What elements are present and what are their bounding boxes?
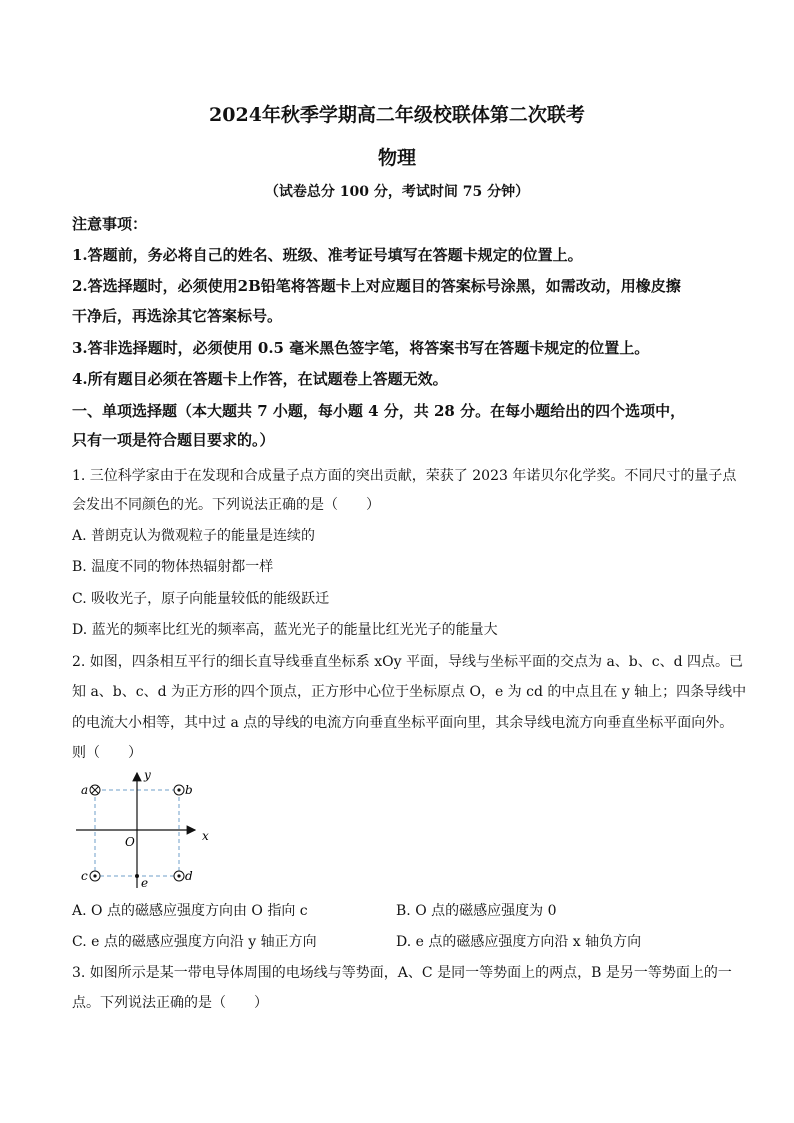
q2-option-b: B. O 点的磁感应强度为 0 xyxy=(396,903,557,919)
note-4: 4.所有题目必须在答题卡上作答，在试题卷上答题无效。 xyxy=(72,370,448,388)
q1-option-c: C. 吸收光子，原子向能量较低的能级跃迁 xyxy=(72,591,330,607)
q2-stem-cont-1: 知 a、b、c、d 为正方形的四个顶点，正方形中心位于坐标原点 O，e 为 cd 的中点且在 y 轴上；四条导线中 xyxy=(72,684,747,700)
note-2-cont: 干净后，再选涂其它答案标号。 xyxy=(72,307,283,325)
note-2: 2.答选择题时，必须使用2B铅笔将答题卡上对应题目的答案标号涂黑，如需改动，用橡皮擦 xyxy=(72,277,681,295)
label-x: x xyxy=(202,829,209,843)
label-d: d xyxy=(185,869,193,883)
label-origin: O xyxy=(125,835,135,849)
q2-stem-cont-3: 则（ ） xyxy=(72,745,142,761)
q3-stem: 3. 如图所示是某一带电导体周围的电场线与等势面，A、C 是同一等势面上的两点，B 是另一等势面上的一 xyxy=(72,965,732,981)
exam-title: 2024年秋季学期高二年级校联体第二次联考 xyxy=(209,104,585,126)
q1-stem-cont: 会发出不同颜色的光。下列说法正确的是（ ） xyxy=(72,497,380,513)
q3-stem-cont: 点。下列说法正确的是（ ） xyxy=(72,995,268,1011)
q1-option-d: D. 蓝光的频率比红光的频率高，蓝光光子的能量比红光光子的能量大 xyxy=(72,622,498,638)
exam-info: （试卷总分 100 分，考试时间 75 分钟） xyxy=(264,184,530,200)
label-e: e xyxy=(141,876,149,890)
point-e xyxy=(135,874,139,878)
q2-stem: 2. 如图，四条相互平行的细长直导线垂直坐标系 xOy 平面，导线与坐标平面的交点为 a、b、c、d 四点。已 xyxy=(72,654,743,670)
wire-a-cross-icon xyxy=(90,785,100,795)
q2-option-c: C. e 点的磁感应强度方向沿 y 轴正方向 xyxy=(72,934,317,950)
label-b: b xyxy=(185,783,193,797)
q2-stem-cont-2: 的电流大小相等，其中过 a 点的导线的电流方向垂直坐标平面向里，其余导线电流方向垂直坐标平面向外。 xyxy=(72,715,734,731)
label-y: y xyxy=(144,768,151,782)
label-c: c xyxy=(81,869,88,883)
q2-option-d: D. e 点的磁感应强度方向沿 x 轴负方向 xyxy=(396,934,642,950)
wire-b-dot-icon xyxy=(174,785,184,795)
section-heading-cont: 只有一项是符合题目要求的。） xyxy=(72,431,275,449)
label-a: a xyxy=(81,783,89,797)
q1-option-a: A. 普朗克认为微观粒子的能量是连续的 xyxy=(72,528,316,544)
q1-option-b: B. 温度不同的物体热辐射都一样 xyxy=(72,559,274,575)
wire-d-dot-icon xyxy=(174,871,184,881)
q2-option-a: A. O 点的磁感应强度方向由 O 指向 c xyxy=(72,903,308,919)
q1-stem: 1. 三位科学家由于在发现和合成量子点方面的突出贡献，荣获了 2023 年诺贝尔化学奖。不同尺寸的量子点 xyxy=(72,468,737,484)
wire-c-dot-icon xyxy=(90,871,100,881)
q2-wire-figure xyxy=(70,768,220,893)
subject-title: 物理 xyxy=(377,147,416,169)
note-3: 3.答非选择题时，必须使用 0.5 毫米黑色签字笔，将答案书写在答题卡规定的位置上。 xyxy=(72,339,650,357)
notes-heading: 注意事项： xyxy=(72,215,148,233)
note-1: 1.答题前，务必将自己的姓名、班级、准考证号填写在答题卡规定的位置上。 xyxy=(72,246,583,264)
section-heading: 一、单项选择题（本大题共 7 小题，每小题 4 分，共 28 分。在每小题给出的四个选项中， xyxy=(72,402,686,420)
